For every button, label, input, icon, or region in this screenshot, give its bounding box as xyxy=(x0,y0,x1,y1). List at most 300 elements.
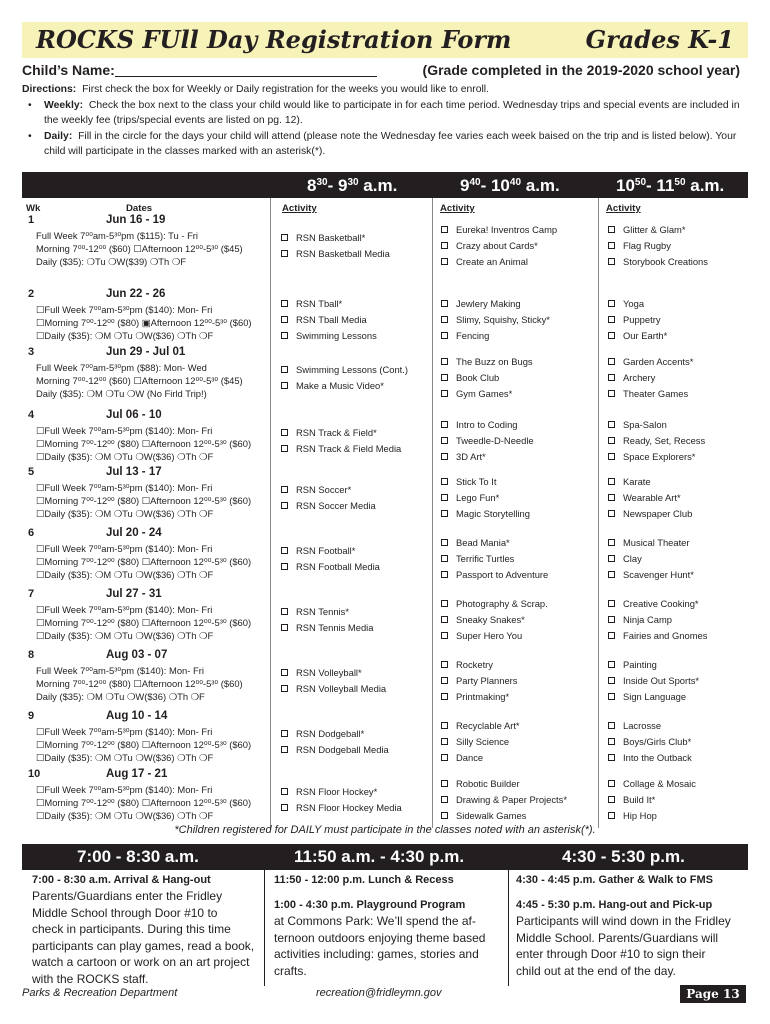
checkbox-icon[interactable] xyxy=(281,316,288,323)
checkbox-icon[interactable] xyxy=(441,478,448,485)
activity-label: RSN Volleyball Media xyxy=(296,683,387,694)
activity-option[interactable] xyxy=(281,681,386,697)
checkbox-icon[interactable] xyxy=(608,390,615,397)
full-week-option[interactable]: ☐Full Week 7⁰⁰am-5³⁰pm ($140): Mon- Fri xyxy=(36,604,213,615)
full-week-option[interactable]: ☐Full Week 7⁰⁰am-5³⁰pm ($140): Mon- Fri xyxy=(36,784,213,795)
activity-label: Yoga xyxy=(623,298,645,309)
week-number: 8 xyxy=(28,649,35,661)
checkbox-icon[interactable] xyxy=(608,316,615,323)
activity-option[interactable] xyxy=(441,792,567,808)
activity-option[interactable] xyxy=(608,254,708,270)
checkbox-icon[interactable] xyxy=(281,669,288,676)
directions: Directions: First check the box for Weekly or Daily registration for the weeks you would like to enroll. • Weekly: Check the box next to the class your child would like to participate in for each time period. Wednesday trips and special events are included in the weekly fee (trips/special events are listed on pg. 12). • Daily: Fill in the circle for the days your child will attend (please note the Wednesday fee varies each week baised on the trip and is listed below). Your child will participate in the classes marked with an asterisk(*). xyxy=(22,84,740,157)
activity-option[interactable] xyxy=(441,296,521,312)
checkbox-icon[interactable] xyxy=(281,547,288,554)
checkbox-icon[interactable] xyxy=(441,453,448,460)
checkbox-icon[interactable] xyxy=(608,600,615,607)
half-day-option[interactable]: Morning 7⁰⁰-12⁰⁰ ($60) ☐Afternoon 12⁰⁰-5³⁰ ($45) xyxy=(36,243,243,254)
activity-label: Eureka! Inventros Camp xyxy=(456,224,558,235)
checkbox-icon[interactable] xyxy=(281,608,288,615)
text-line: enter through Door #10 to sign their xyxy=(516,947,706,961)
activity-option[interactable] xyxy=(281,312,367,328)
week-number: 2 xyxy=(28,288,35,300)
daily-option[interactable]: Daily ($35): ❍Tu ❍W($39) ❍Th ❍F xyxy=(36,256,186,267)
week-number: 7 xyxy=(28,588,35,600)
activity-option[interactable] xyxy=(608,449,695,465)
activity-option[interactable] xyxy=(441,417,518,433)
checkbox-icon[interactable] xyxy=(608,738,615,745)
checkbox-icon[interactable] xyxy=(281,746,288,753)
checkbox-icon[interactable] xyxy=(608,226,615,233)
activity-option[interactable] xyxy=(281,726,364,742)
half-day-option[interactable]: ☐Morning 7⁰⁰-12⁰⁰ ($80) ☐Afternoon 12⁰⁰-5³⁰ ($60) xyxy=(36,556,252,567)
activity-option[interactable] xyxy=(281,604,349,620)
activity-option[interactable] xyxy=(608,296,644,312)
text-line: Middle School. Parents/Guardians will xyxy=(516,930,719,945)
text-line: Participants will wind down in the Fridley xyxy=(516,914,731,928)
checkbox-icon[interactable] xyxy=(441,437,448,444)
checkbox-icon[interactable] xyxy=(608,555,615,562)
text-line: child out at the end of the day. xyxy=(516,963,676,978)
checkbox-icon[interactable] xyxy=(281,685,288,692)
activity-option[interactable] xyxy=(441,370,499,386)
half-day-option[interactable]: ☐Morning 7⁰⁰-12⁰⁰ ($80) ☐Afternoon 12⁰⁰-5³⁰ ($60) xyxy=(36,739,252,750)
activity-label: Lego Fun* xyxy=(456,492,500,503)
weekly-label: Weekly: xyxy=(44,99,84,111)
activity-option[interactable] xyxy=(281,620,373,636)
daily-label: Daily: xyxy=(44,130,73,142)
activity-option[interactable] xyxy=(608,506,692,522)
daily-option[interactable]: Daily ($35): ❍M ❍Tu ❍W($36) ❍Th ❍F xyxy=(36,691,205,702)
activity-option[interactable] xyxy=(608,792,655,808)
activity-label: Recyclable Art* xyxy=(456,720,520,731)
activity-label: Musical Theater xyxy=(623,537,690,548)
activity-label: Terrific Turtles xyxy=(456,553,515,564)
activity-option[interactable] xyxy=(608,673,699,689)
bottom-session-header xyxy=(22,844,748,870)
activity-option[interactable] xyxy=(441,386,512,402)
checkbox-icon[interactable] xyxy=(441,738,448,745)
activity-option[interactable] xyxy=(441,657,493,673)
week-dates: Jul 06 - 10 xyxy=(106,409,162,421)
full-week-option[interactable]: Full Week 7⁰⁰am-5³⁰pm ($140): Mon- Fri xyxy=(36,665,204,676)
checkbox-icon[interactable] xyxy=(441,421,448,428)
activity-option[interactable] xyxy=(281,559,380,575)
activity-option[interactable] xyxy=(608,628,707,644)
activity-label: RSN Floor Hockey* xyxy=(296,786,378,797)
text-line: activities including: games, stories and xyxy=(274,947,479,961)
activity-option[interactable] xyxy=(608,328,667,344)
activity-label: Space Explorers* xyxy=(623,451,696,462)
wk-header: Wk xyxy=(26,203,41,214)
checkbox-icon[interactable] xyxy=(281,332,288,339)
activity-label: Wearable Art* xyxy=(623,492,681,503)
activity-label: Jewlery Making xyxy=(456,298,521,309)
checkbox-icon[interactable] xyxy=(441,510,448,517)
checkbox-icon[interactable] xyxy=(281,234,288,241)
activity-option[interactable] xyxy=(281,784,377,800)
activity-option[interactable] xyxy=(608,734,691,750)
checkbox-icon[interactable] xyxy=(281,804,288,811)
activity-label: RSN Floor Hockey Media xyxy=(296,802,402,813)
activity-option[interactable] xyxy=(608,776,696,792)
text-line: crafts. xyxy=(274,963,307,978)
directions-label: Directions: xyxy=(22,84,77,95)
activity-label: RSN Soccer* xyxy=(296,484,352,495)
bottom-divider xyxy=(508,870,509,986)
activity-option[interactable] xyxy=(608,612,672,628)
checkbox-icon[interactable] xyxy=(608,421,615,428)
activity-option[interactable] xyxy=(608,750,692,766)
activity-label: Newspaper Club xyxy=(623,508,693,519)
checkbox-icon[interactable] xyxy=(281,382,288,389)
checkbox-icon[interactable] xyxy=(281,624,288,631)
activity-option[interactable] xyxy=(281,378,384,394)
daily-option[interactable]: ☐Daily ($35): ❍M ❍Tu ❍W($36) ❍Th ❍F xyxy=(36,569,214,580)
activity-option[interactable] xyxy=(441,474,496,490)
activity-option[interactable] xyxy=(281,246,390,262)
activity-option[interactable] xyxy=(281,800,402,816)
activity-label: Tweedle-D-Needle xyxy=(456,435,534,446)
activity-label: Stick To It xyxy=(456,476,497,487)
checkbox-icon[interactable] xyxy=(441,661,448,668)
bottom-session-evening: 4:30 - 5:30 p.m. xyxy=(562,847,685,866)
checkbox-icon[interactable] xyxy=(281,429,288,436)
text-line: Middle School through Door #10 to xyxy=(32,905,218,920)
activity-option[interactable] xyxy=(441,490,499,506)
dates-header: Dates xyxy=(126,203,153,214)
half-day-option[interactable]: ☐Morning 7⁰⁰-12⁰⁰ ($80) ☐Afternoon 12⁰⁰-5³⁰ ($60) xyxy=(36,438,252,449)
checkbox-icon[interactable] xyxy=(281,445,288,452)
activity-option[interactable] xyxy=(441,254,528,270)
activity-option[interactable] xyxy=(608,433,705,449)
activity-option[interactable] xyxy=(608,312,661,328)
half-day-option[interactable]: ☐Morning 7⁰⁰-12⁰⁰ ($80) ☐Afternoon 12⁰⁰-5³⁰ ($60) xyxy=(36,617,252,628)
checkbox-icon[interactable] xyxy=(281,563,288,570)
activity-option[interactable] xyxy=(441,673,518,689)
activity-option[interactable] xyxy=(281,543,355,559)
checkbox-icon[interactable] xyxy=(608,693,615,700)
checkbox-icon[interactable] xyxy=(608,478,615,485)
checkbox-icon[interactable] xyxy=(441,796,448,803)
activity-label: Create an Animal xyxy=(456,256,528,267)
daily-option[interactable]: ☐Daily ($35): ❍M ❍Tu ❍W($36) ❍Th ❍F xyxy=(36,630,214,641)
activity-option[interactable] xyxy=(608,222,686,238)
checkbox-icon[interactable] xyxy=(441,616,448,623)
checkbox-icon[interactable] xyxy=(441,316,448,323)
activity-option[interactable] xyxy=(608,370,655,386)
week-number: 5 xyxy=(28,466,35,478)
activity-header-1050: Activity xyxy=(606,203,641,214)
text-line: with the ROCKS staff. xyxy=(32,971,149,986)
activity-option[interactable] xyxy=(608,535,690,551)
checkbox-icon[interactable] xyxy=(441,555,448,562)
playground-text xyxy=(274,913,502,979)
lunch-heading: 11:50 - 12:00 p.m. Lunch & Recess xyxy=(274,874,454,886)
activity-option[interactable] xyxy=(608,490,681,506)
activity-option[interactable] xyxy=(281,230,365,246)
evening-column xyxy=(516,872,744,979)
activity-label: Drawing & Paper Projects* xyxy=(456,794,567,805)
playground-heading: 1:00 - 4:30 p.m. Playground Program xyxy=(274,899,466,911)
column-divider xyxy=(598,198,599,828)
activity-option[interactable] xyxy=(441,689,509,705)
checkbox-icon[interactable] xyxy=(608,661,615,668)
checkbox-icon[interactable] xyxy=(281,300,288,307)
activity-label: RSN Volleyball* xyxy=(296,667,362,678)
activity-option[interactable] xyxy=(281,362,408,378)
checkbox-icon[interactable] xyxy=(281,250,288,257)
checkbox-icon[interactable] xyxy=(608,510,615,517)
checkbox-icon[interactable] xyxy=(608,539,615,546)
activity-option[interactable] xyxy=(441,449,486,465)
checkbox-icon[interactable] xyxy=(608,437,615,444)
checkbox-icon[interactable] xyxy=(441,780,448,787)
activity-option[interactable] xyxy=(281,482,351,498)
daily-option[interactable]: ☐Daily ($35): ❍M ❍Tu ❍W($36) ❍Th ❍F xyxy=(36,810,214,821)
checkbox-icon[interactable] xyxy=(441,693,448,700)
activity-option[interactable] xyxy=(281,296,342,312)
activity-option[interactable] xyxy=(441,734,509,750)
full-week-option[interactable]: ☐Full Week 7⁰⁰am-5³⁰pm ($140): Mon- Fri xyxy=(36,543,213,554)
child-name-label: Child’s Name: xyxy=(22,62,115,78)
week-number: 6 xyxy=(28,527,35,539)
checkbox-icon[interactable] xyxy=(441,539,448,546)
activity-option[interactable] xyxy=(608,474,651,490)
activity-option[interactable] xyxy=(608,551,642,567)
checkbox-icon[interactable] xyxy=(281,502,288,509)
activity-option[interactable] xyxy=(281,742,389,758)
checkbox-icon[interactable] xyxy=(281,486,288,493)
checkbox-icon[interactable] xyxy=(608,242,615,249)
checkbox-icon[interactable] xyxy=(441,677,448,684)
activity-label: Sidewalk Games xyxy=(456,810,527,821)
full-week-option[interactable]: ☐Full Week 7⁰⁰am-5³⁰pm ($140): Mon- Fri xyxy=(36,726,213,737)
week-number: 3 xyxy=(28,346,35,358)
page-number: Page 13 xyxy=(680,985,746,1003)
activity-label: Intro to Coding xyxy=(456,419,518,430)
checkbox-icon[interactable] xyxy=(441,258,448,265)
checkbox-icon[interactable] xyxy=(608,677,615,684)
half-day-option[interactable]: Morning 7⁰⁰-12⁰⁰ ($80) ☐Afternoon 12⁰⁰-5³⁰ ($60) xyxy=(36,678,243,689)
activity-option[interactable] xyxy=(441,612,525,628)
activity-option[interactable] xyxy=(608,596,699,612)
afternoon-column xyxy=(274,872,502,979)
activity-label: RSN Tennis Media xyxy=(296,622,374,633)
activity-label: 3D Art* xyxy=(456,451,486,462)
activity-label: Archery xyxy=(623,372,656,383)
daily-option[interactable]: ☐Daily ($35): ❍M ❍Tu ❍W($36) ❍Th ❍F xyxy=(36,508,214,519)
activity-label: Gym Games* xyxy=(456,388,513,399)
activity-option[interactable] xyxy=(281,328,377,344)
activity-label: Boys/Girls Club* xyxy=(623,736,692,747)
checkbox-icon[interactable] xyxy=(608,796,615,803)
activity-label: Swimming Lessons (Cont.) xyxy=(296,364,409,375)
daily-option[interactable]: ☐Daily ($35): ❍M ❍Tu ❍W($36) ❍Th ❍F xyxy=(36,451,214,462)
weekly-text: Check the box next to the class your child would like to participate in for each time period. Wednesday trips and special events are included in the weekly fee (trips/special events are listed on pg. 12). xyxy=(44,99,740,126)
bottom-session-morning: 7:00 - 8:30 a.m. xyxy=(77,847,199,866)
checkbox-icon[interactable] xyxy=(608,453,615,460)
activity-option[interactable] xyxy=(608,238,671,254)
activity-label: RSN Track & Field Media xyxy=(296,443,402,454)
full-week-option[interactable]: Full Week 7⁰⁰am-5³⁰pm ($88): Mon- Wed xyxy=(36,362,207,373)
activity-label: Ninja Camp xyxy=(623,614,672,625)
activity-option[interactable] xyxy=(441,312,550,328)
activity-label: Sign Language xyxy=(623,691,687,702)
activity-option[interactable] xyxy=(608,808,657,824)
activity-option[interactable] xyxy=(281,665,362,681)
pickup-text xyxy=(516,913,744,979)
activity-option[interactable] xyxy=(608,354,693,370)
checkbox-icon[interactable] xyxy=(281,788,288,795)
checkbox-icon[interactable] xyxy=(608,632,615,639)
text-line: Parents/Guardians enter the Fridley xyxy=(32,889,223,903)
checkbox-icon[interactable] xyxy=(441,390,448,397)
daily-option[interactable]: Daily ($35): ❍M ❍Tu ❍W (No Firld Trip!) xyxy=(36,388,207,399)
checkbox-icon[interactable] xyxy=(608,332,615,339)
activity-option[interactable] xyxy=(441,776,520,792)
checkbox-icon[interactable] xyxy=(441,374,448,381)
text-line: participants can play games, read a book, xyxy=(32,938,255,953)
checkbox-icon[interactable] xyxy=(441,226,448,233)
activity-label: Passport to Adventure xyxy=(456,569,549,580)
activity-label: Storybook Creations xyxy=(623,256,708,267)
activity-option[interactable] xyxy=(441,628,522,644)
activity-label: Swimming Lessons xyxy=(296,330,377,341)
activity-option[interactable] xyxy=(608,567,694,583)
activity-option[interactable] xyxy=(608,386,688,402)
activity-label: Spa-Salon xyxy=(623,419,667,430)
activity-option[interactable] xyxy=(441,328,489,344)
checkbox-icon[interactable] xyxy=(441,812,448,819)
footer-email[interactable]: recreation@fridleymn.gov xyxy=(316,987,442,999)
activity-label: Crazy about Cards* xyxy=(456,240,538,251)
week-dates: Jun 22 - 26 xyxy=(106,288,166,300)
activity-label: RSN Football* xyxy=(296,545,356,556)
checkbox-icon[interactable] xyxy=(441,571,448,578)
activity-label: RSN Track & Field* xyxy=(296,427,377,438)
checkbox-icon[interactable] xyxy=(608,374,615,381)
bottom-session-afternoon: 11:50 a.m. - 4:30 p.m. xyxy=(294,847,465,866)
activity-option[interactable] xyxy=(441,535,510,551)
activity-option[interactable] xyxy=(441,718,520,734)
checkbox-icon[interactable] xyxy=(608,616,615,623)
arrival-heading: 7:00 - 8:30 a.m. Arrival & Hang-out xyxy=(32,874,211,886)
activity-option[interactable] xyxy=(608,689,686,705)
text-line: check in participants. During this time xyxy=(32,922,231,936)
checkbox-icon[interactable] xyxy=(281,730,288,737)
activity-option[interactable] xyxy=(281,441,401,457)
half-day-option[interactable]: ☐Morning 7⁰⁰-12⁰⁰ ($80) ☐Afternoon 12⁰⁰-5³⁰ ($60) xyxy=(36,495,252,506)
checkbox-icon[interactable] xyxy=(441,300,448,307)
daily-option[interactable]: ☐Daily ($35): ❍M ❍Tu ❍W($36) ❍Th ❍F xyxy=(36,330,214,341)
activity-option[interactable] xyxy=(441,433,534,449)
checkbox-icon[interactable] xyxy=(608,571,615,578)
half-day-option[interactable]: ☐Morning 7⁰⁰-12⁰⁰ ($80) ☐Afternoon 12⁰⁰-5³⁰ ($60) xyxy=(36,797,252,808)
activity-option[interactable] xyxy=(608,718,661,734)
activity-label: Hip Hop xyxy=(623,810,657,821)
daily-option[interactable]: ☐Daily ($35): ❍M ❍Tu ❍W($36) ❍Th ❍F xyxy=(36,752,214,763)
session-830: $8^{30}-$ $9^{30}$ a.m. xyxy=(307,176,398,195)
checkbox-icon[interactable] xyxy=(441,754,448,761)
activity-option[interactable] xyxy=(441,222,557,238)
checkbox-icon[interactable] xyxy=(441,494,448,501)
checkbox-icon[interactable] xyxy=(441,600,448,607)
activity-option[interactable] xyxy=(441,238,538,254)
week-number: 1 xyxy=(28,214,35,226)
activity-label: Magic Storytelling xyxy=(456,508,530,519)
week-number: 4 xyxy=(28,409,35,421)
checkbox-icon[interactable] xyxy=(441,332,448,339)
full-week-option[interactable]: ☐Full Week 7⁰⁰am-5³⁰pm ($140): Mon- Fri xyxy=(36,482,213,493)
checkbox-icon[interactable] xyxy=(608,812,615,819)
text-line: at Commons Park: We’ll spend the af- xyxy=(274,914,476,928)
week-dates: Aug 17 - 21 xyxy=(106,768,168,780)
text-line: watch a cartoon or work on an art project xyxy=(32,955,250,969)
activity-option[interactable] xyxy=(441,750,483,766)
checkbox-icon[interactable] xyxy=(441,242,448,249)
activity-option[interactable] xyxy=(441,551,514,567)
directions-text: First check the box for Weekly or Daily registration for the weeks you would like to enroll. xyxy=(82,84,490,95)
activity-label: RSN Dodgeball* xyxy=(296,728,365,739)
checkbox-icon[interactable] xyxy=(281,366,288,373)
week-number: 9 xyxy=(28,710,35,722)
checkbox-icon[interactable] xyxy=(608,722,615,729)
activity-label: Bead Mania* xyxy=(456,537,510,548)
activity-option[interactable] xyxy=(281,425,377,441)
week-dates: Jul 13 - 17 xyxy=(106,466,162,478)
checkbox-icon[interactable] xyxy=(441,358,448,365)
activity-option[interactable] xyxy=(281,498,376,514)
full-week-option[interactable]: ☐Full Week 7⁰⁰am-5³⁰pm ($140): Mon- Fri xyxy=(36,304,213,315)
form-title: ROCKS FUll Day Registration Form xyxy=(36,25,512,54)
title-bar xyxy=(22,22,748,58)
activity-option[interactable] xyxy=(608,657,657,673)
week-dates: Jun 29 - Jul 01 xyxy=(106,346,186,358)
gather-heading: 4:30 - 4:45 p.m. Gather & Walk to FMS xyxy=(516,874,714,886)
daily-note: *Children registered for DAILY must participate in the classes noted with an asterisk(*). xyxy=(174,824,596,836)
activity-label: Karate xyxy=(623,476,651,487)
activity-option[interactable] xyxy=(441,596,548,612)
activity-option[interactable] xyxy=(608,417,667,433)
full-week-option[interactable]: Full Week 7⁰⁰am-5³⁰pm ($115): Tu - Fri xyxy=(36,230,199,241)
checkbox-icon[interactable] xyxy=(441,722,448,729)
activity-option[interactable] xyxy=(441,567,548,583)
activity-label: Robotic Builder xyxy=(456,778,520,789)
full-week-option[interactable]: ☐Full Week 7⁰⁰am-5³⁰pm ($140): Mon- Fri xyxy=(36,425,213,436)
grades-label: Grades K-1 xyxy=(585,25,734,54)
activity-label: Creative Cooking* xyxy=(623,598,699,609)
checkbox-icon[interactable] xyxy=(608,358,615,365)
footer-department: Parks & Recreation Department xyxy=(22,987,178,999)
checkbox-icon[interactable] xyxy=(608,754,615,761)
checkbox-icon[interactable] xyxy=(608,300,615,307)
session-header xyxy=(22,172,748,198)
activity-label: Ready, Set, Recess xyxy=(623,435,706,446)
half-day-option[interactable]: Morning 7⁰⁰-12⁰⁰ ($60) ☐Afternoon 12⁰⁰-5³⁰ ($45) xyxy=(36,375,243,386)
checkbox-icon[interactable] xyxy=(608,780,615,787)
checkbox-icon[interactable] xyxy=(441,632,448,639)
child-name-field[interactable] xyxy=(115,63,377,77)
activity-label: RSN Tennis* xyxy=(296,606,349,617)
activity-label: Fairies and Gnomes xyxy=(623,630,708,641)
checkbox-icon[interactable] xyxy=(608,494,615,501)
activity-option[interactable] xyxy=(441,808,526,824)
activity-option[interactable] xyxy=(441,506,530,522)
activity-option[interactable] xyxy=(441,354,533,370)
half-day-option[interactable]: ☐Morning 7⁰⁰-12⁰⁰ ($80) ▣Afternoon 12⁰⁰-5³⁰ ($60) xyxy=(36,317,252,328)
checkbox-icon[interactable] xyxy=(608,258,615,265)
